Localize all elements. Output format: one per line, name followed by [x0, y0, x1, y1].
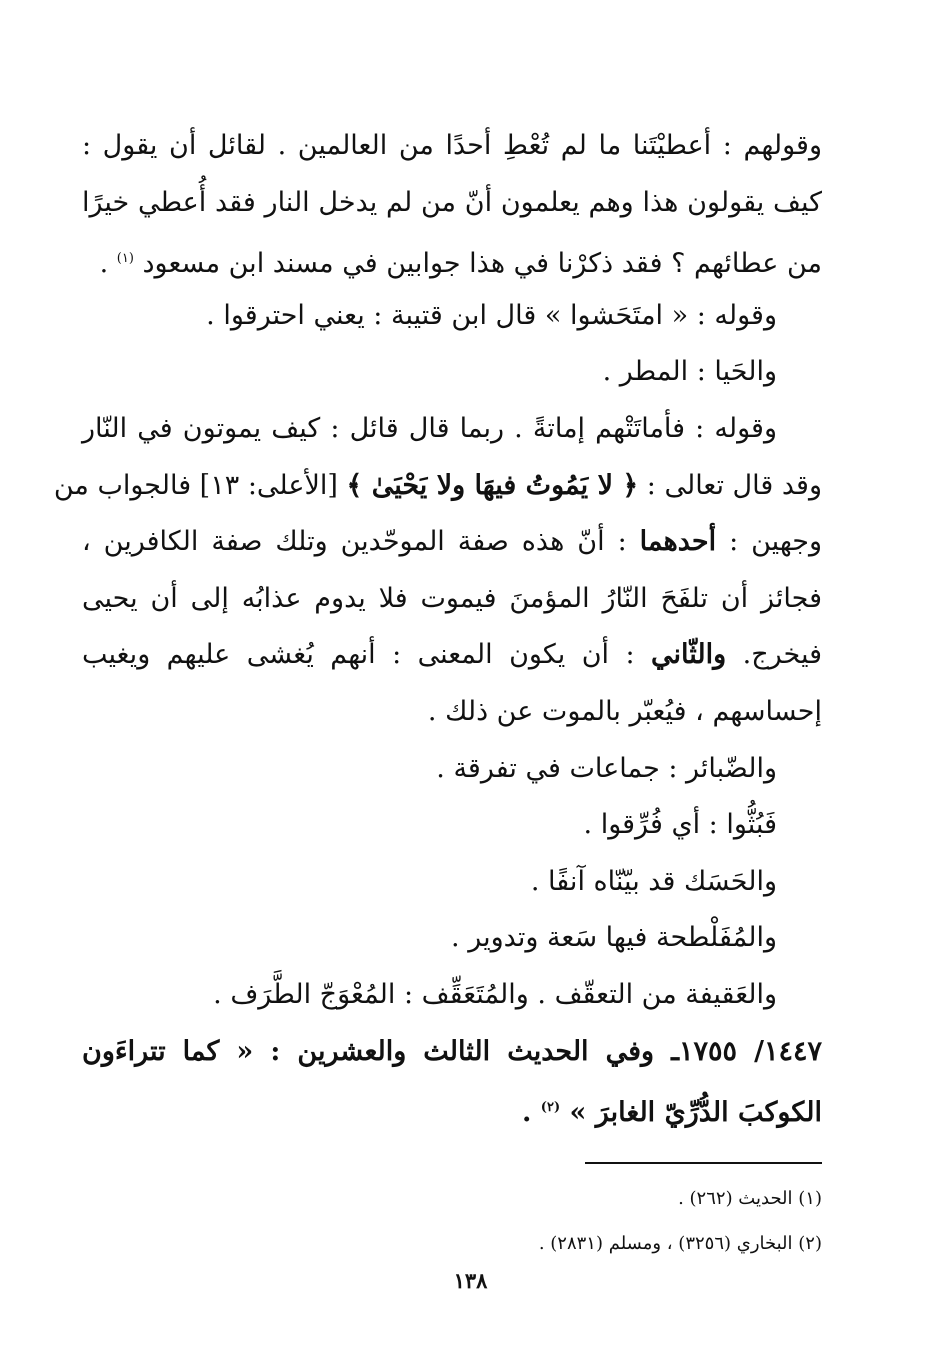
text-line-3-body: من عطائهم ؟ فقد ذكرْنا في هذا جوابين في مسند ابن مسعود: [142, 248, 822, 280]
footnote-2: (٢) البخاري (٣٢٥٦) ، ومسلم (٢٨٣١) .: [538, 1233, 822, 1254]
text-line-4: وقوله : « امتَحَشوا » قال ابن قتيبة : يعني احترقوا .: [206, 299, 777, 331]
text-line-8-end: : أنّ هذه صفة الموحّدين وتلك صفة الكافرين ،: [82, 526, 627, 558]
text-line-12: والضّبائر : جماعات في تفرقة .: [436, 752, 777, 784]
text-line-11: إحساسهم ، فيُعبّر بالموت عن ذلك .: [427, 695, 822, 727]
text-line-5: والحَيا : المطر .: [602, 356, 777, 388]
footnote-1: (١) الحديث (٢٦٢) .: [678, 1188, 822, 1209]
text-line-3: من عطائهم ؟ فقد ذكرْنا في هذا جوابين في مسند ابن مسعود $^{(١)}$ .: [99, 248, 822, 280]
main-text: [53, 118, 823, 1137]
page-number: ١٣٨: [453, 1268, 488, 1293]
text-line-10-start: فيخرج.: [742, 639, 823, 671]
text-line-16: والعَقيفة من التعقّف . والمُتَعَقِّف : المُعْوَجّ الطَّرَف .: [213, 978, 777, 1010]
first-answer-label: أحدهما: [639, 526, 717, 558]
hadith-heading-line-2-body: الكوكبَ الدُّرِّيّ الغابرَ »: [569, 1097, 822, 1129]
text-line-13: فَبُثُّوا : أي فُرِّقوا .: [583, 809, 777, 841]
hadith-heading-line-2: [82, 1080, 822, 1137]
text-line-9: فجائز أن تلفَحَ النّارُ المؤمنَ فيموت فلا يدوم عذابُه إلى أن يحيى: [82, 582, 822, 614]
hadith-heading-line-1: ١٤٤٧/ ١٧٥٥ـ وفي الحديث الثالث والعشرين : « كما تتراءَون: [82, 1035, 822, 1067]
verse-reference: [الأعلى: ١٣] فالجواب من: [53, 469, 338, 501]
text-line-8-start: وجهين :: [729, 526, 822, 558]
text-line-10-end: : أن يكون المعنى : أنهم يُغشى عليهم ويغيب: [82, 639, 635, 671]
footnote-divider: [585, 1162, 822, 1164]
second-answer-label: والثّاني: [651, 639, 727, 671]
hadith-heading-end: .: [521, 1097, 532, 1129]
footnote-ref-1: (١): [116, 251, 134, 267]
text-line-15: والمُفَلْطحة فيها سَعة وتدوير .: [451, 922, 777, 954]
text-line-10: [82, 627, 822, 684]
text-line-8: [82, 514, 822, 571]
quran-verse: ﴿ لا يَمُوتُ فيهَا ولا يَحْيَىٰ ﴾: [346, 469, 639, 501]
footnotes: [122, 1176, 822, 1266]
text-line-1: وقولهم : أعطيْتَنا ما لم تُعْطِ أحدًا من العالمين . لقائل أن يقول :: [82, 130, 822, 161]
text-line-6: وقوله : فأماتَتْهم إماتةً . ربما قال قائل : كيف يموتون في النّار: [82, 412, 777, 444]
text-line-7-start: وقد قال تعالى :: [646, 469, 822, 501]
text-line-2: كيف يقولون هذا وهم يعلمون أنّ من لم يدخل النار فقد أُعطي خيرًا: [82, 186, 822, 218]
text-line-7: [53, 458, 822, 515]
text-line-14: والحَسَك قد بيّنّاه آنفًا .: [530, 865, 777, 897]
footnote-ref-2: (٢): [540, 1100, 561, 1116]
